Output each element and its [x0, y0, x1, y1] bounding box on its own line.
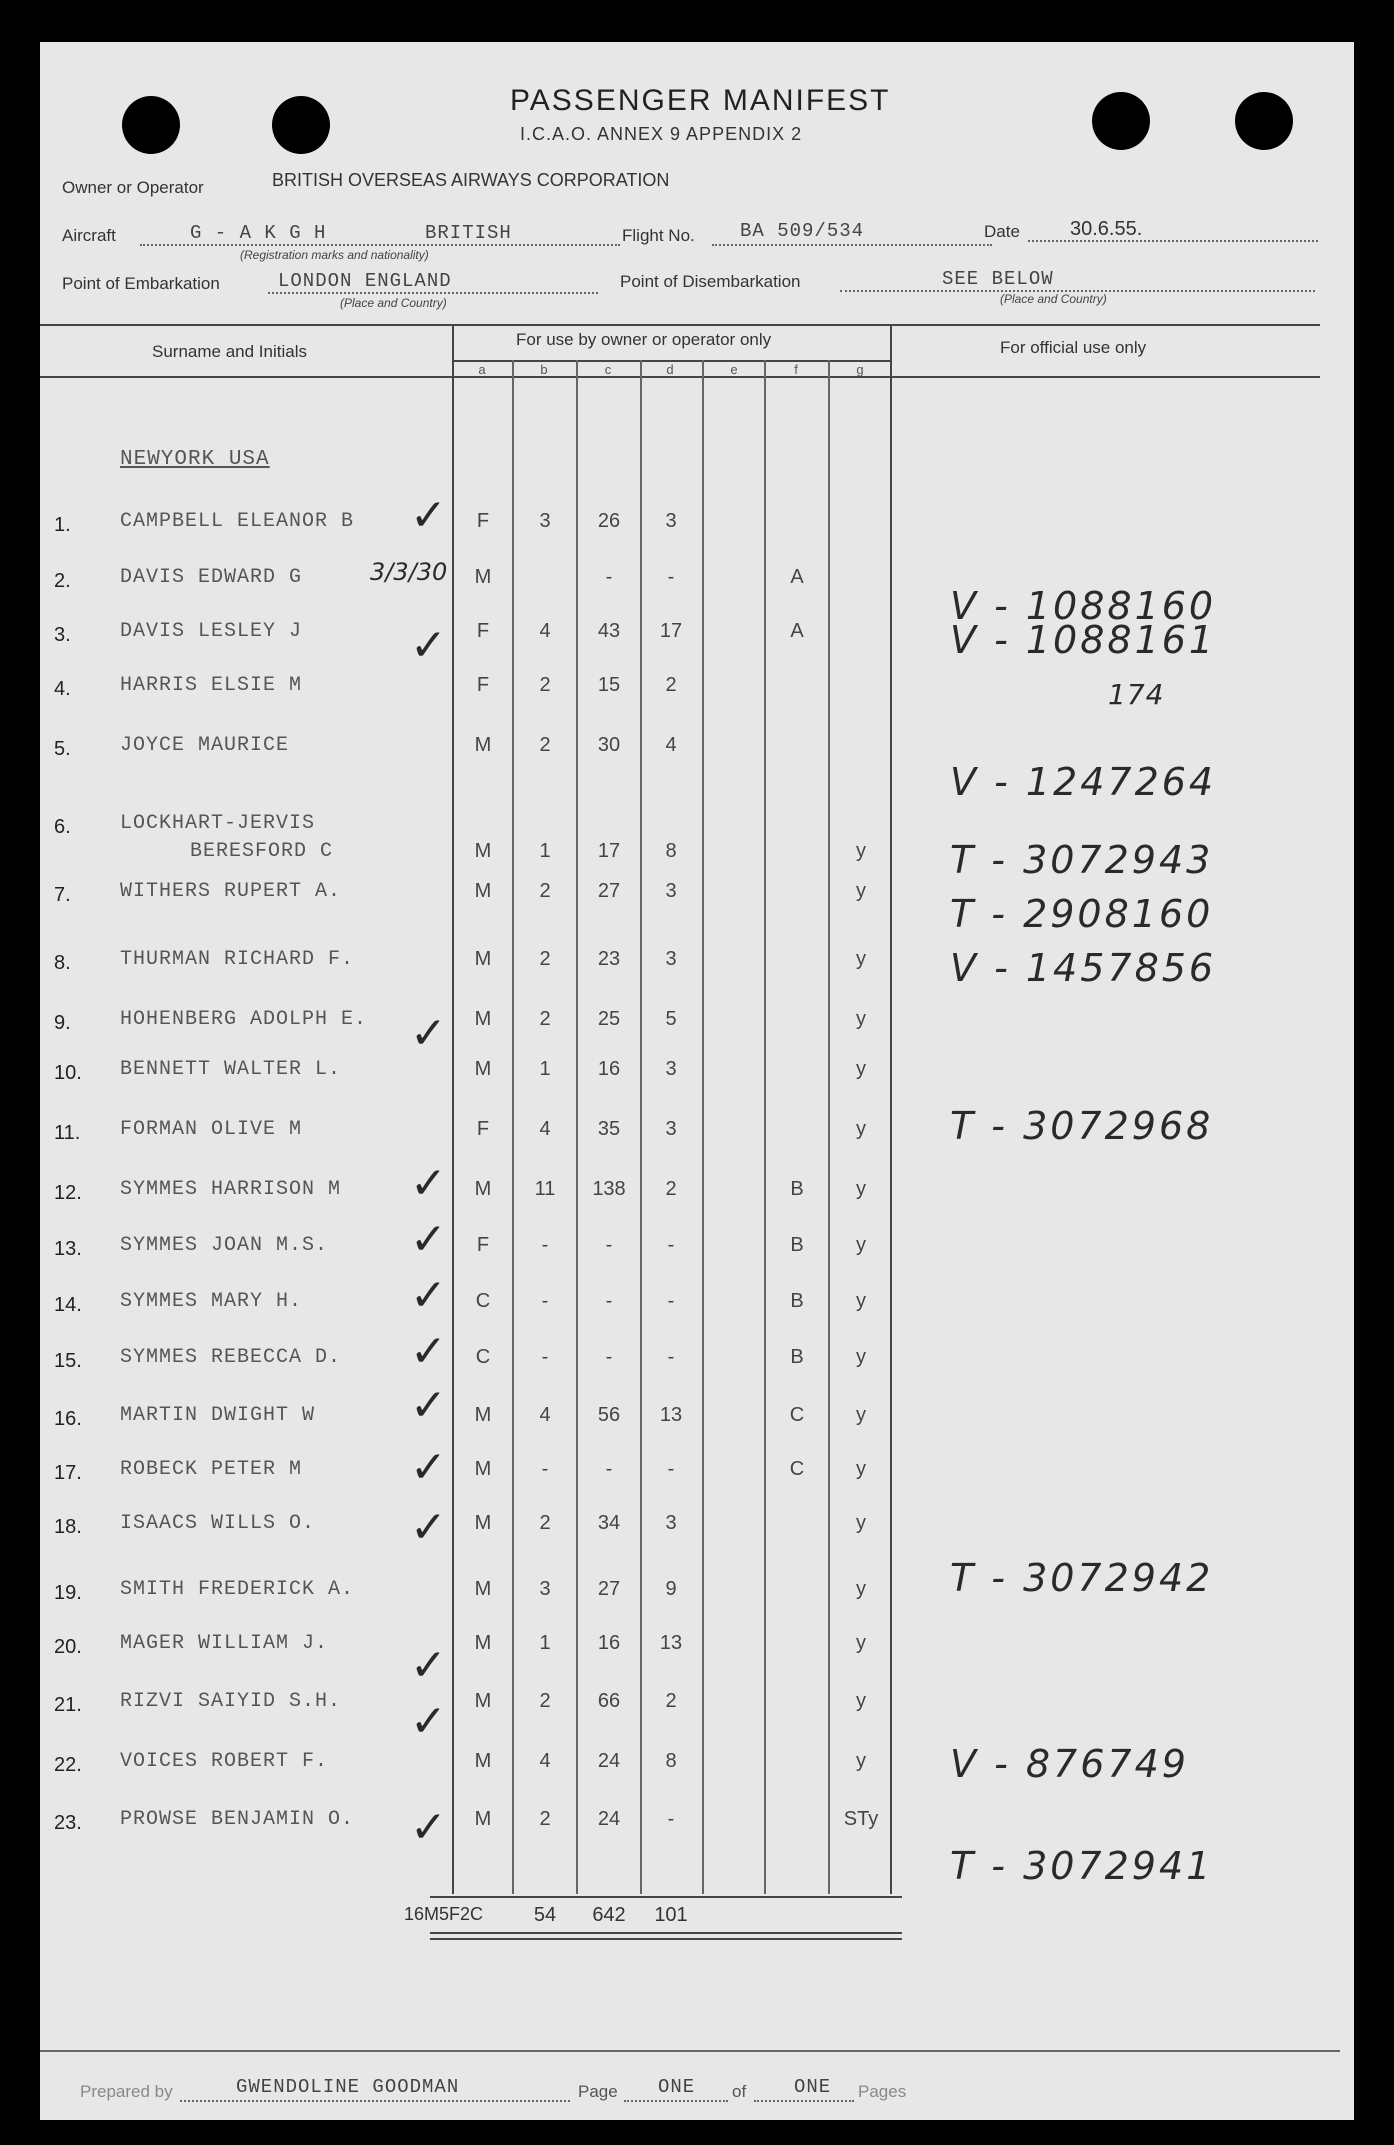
- cell-a: M: [474, 1808, 492, 1830]
- cell-g: y: [856, 1578, 866, 1600]
- table-top-rule: [40, 324, 1320, 326]
- cell-b: -: [541, 1458, 549, 1480]
- official-number: V - 1088160: [950, 584, 1217, 628]
- cell-g: y: [856, 1290, 866, 1312]
- cell-f: A: [790, 620, 804, 642]
- official-number: T - 3072941: [950, 1844, 1214, 1888]
- checkmark: ✓: [410, 1380, 447, 1431]
- aircraft-nationality: BRITISH: [425, 222, 512, 244]
- cell-b: 2: [539, 734, 551, 756]
- cell-a: M: [474, 1512, 492, 1534]
- cell-a: M: [474, 948, 492, 970]
- passenger-name: DAVIS LESLEY J: [120, 620, 303, 643]
- cell-a: M: [474, 1008, 492, 1030]
- cell-d: 3: [665, 510, 677, 532]
- total-b: 54: [533, 1904, 557, 1926]
- row-number: 7.: [54, 884, 71, 906]
- cell-g: y: [856, 1058, 866, 1080]
- total-c: 642: [592, 1904, 626, 1926]
- row-number: 3.: [54, 624, 71, 646]
- cell-b: 2: [539, 948, 551, 970]
- row-number: 20.: [54, 1636, 82, 1658]
- cell-g: y: [856, 880, 866, 902]
- cell-c: -: [605, 1346, 613, 1368]
- page-value: ONE: [658, 2076, 696, 2098]
- punch-hole: [1092, 92, 1150, 150]
- column-letter-e: e: [730, 362, 738, 377]
- cell-d: 3: [665, 1118, 677, 1140]
- row-number: 15.: [54, 1350, 82, 1372]
- row-number: 2.: [54, 570, 71, 592]
- column-letter-f: f: [794, 362, 798, 377]
- row-number: 23.: [54, 1812, 82, 1834]
- cell-f: C: [789, 1404, 805, 1426]
- cell-c: 27: [597, 1578, 621, 1600]
- cell-a: C: [475, 1290, 491, 1312]
- of-dotted-line: [754, 2100, 854, 2102]
- row-number: 10.: [54, 1062, 82, 1084]
- cell-d: -: [667, 1290, 675, 1312]
- cell-c: 25: [597, 1008, 621, 1030]
- passenger-name: MARTIN DWIGHT W: [120, 1404, 316, 1427]
- cell-g: y: [856, 1404, 866, 1426]
- of-value: ONE: [794, 2076, 832, 2098]
- row-number: 8.: [54, 952, 71, 974]
- cell-b: -: [541, 1234, 549, 1256]
- official-number: V - 1088161: [950, 618, 1217, 662]
- cell-a: F: [476, 1234, 490, 1256]
- punch-hole: [122, 96, 180, 154]
- column-divider: [890, 324, 892, 1894]
- cell-c: 35: [597, 1118, 621, 1140]
- of-label: of: [732, 2082, 747, 2101]
- cell-f: C: [789, 1458, 805, 1480]
- cell-a: F: [476, 1118, 490, 1140]
- passenger-name: ISAACS WILLS O.: [120, 1512, 316, 1535]
- cell-f: B: [790, 1178, 804, 1200]
- cell-c: 27: [597, 880, 621, 902]
- aircraft-note: (Registration marks and nationality): [240, 248, 429, 262]
- cell-a: M: [474, 840, 492, 862]
- cell-a: M: [474, 566, 492, 588]
- cell-g: y: [856, 1234, 866, 1256]
- row-number: 14.: [54, 1294, 82, 1316]
- flight-dotted-line: [712, 244, 992, 246]
- cell-c: 17: [597, 840, 621, 862]
- official-number: V - 876749: [950, 1742, 1189, 1786]
- cell-d: -: [667, 1234, 675, 1256]
- prepared-by-dotted-line: [180, 2100, 570, 2102]
- pages-label: Pages: [858, 2082, 907, 2101]
- cell-c: -: [605, 1290, 613, 1312]
- cell-g: STy: [843, 1808, 879, 1830]
- embarkation-value: LONDON ENGLAND: [278, 270, 452, 292]
- cell-a: M: [474, 1404, 492, 1426]
- date-value: 30.6.55.: [1070, 218, 1143, 240]
- cell-d: -: [667, 1346, 675, 1368]
- cell-b: 3: [539, 1578, 551, 1600]
- aircraft-dotted-line: [140, 244, 620, 246]
- cell-g: y: [856, 1458, 866, 1480]
- cell-b: 2: [539, 1808, 551, 1830]
- cell-g: y: [856, 948, 866, 970]
- row-number: 9.: [54, 1012, 71, 1034]
- cell-d: 8: [665, 1750, 677, 1772]
- totals-bottom-rule: [430, 1932, 902, 1934]
- cell-f: B: [790, 1234, 804, 1256]
- page-dotted-line: [624, 2100, 728, 2102]
- cell-c: 26: [597, 510, 621, 532]
- cell-d: 5: [665, 1008, 677, 1030]
- cell-a: M: [474, 1690, 492, 1712]
- cell-b: 1: [539, 840, 551, 862]
- row-number: 1.: [54, 514, 71, 536]
- row-number: 19.: [54, 1582, 82, 1604]
- row-number: 5.: [54, 738, 71, 760]
- checkmark: ✓: [410, 1802, 447, 1853]
- column-letter-b: b: [540, 362, 548, 377]
- passenger-name: SYMMES MARY H.: [120, 1290, 303, 1313]
- passenger-name: RIZVI SAIYID S.H.: [120, 1690, 342, 1713]
- cell-c: 66: [597, 1690, 621, 1712]
- cell-d: 4: [665, 734, 677, 756]
- cell-b: 2: [539, 880, 551, 902]
- cell-f: A: [790, 566, 804, 588]
- cell-f: B: [790, 1290, 804, 1312]
- cell-d: 13: [659, 1404, 683, 1426]
- passenger-name: SYMMES JOAN M.S.: [120, 1234, 329, 1257]
- column-divider: [764, 360, 766, 1894]
- official-number: T - 3072943: [950, 838, 1214, 882]
- prepared-by-value: GWENDOLINE GOODMAN: [236, 2076, 460, 2098]
- surname-header: Surname and Initials: [152, 342, 307, 361]
- cell-a: F: [476, 674, 490, 696]
- cell-c: 15: [597, 674, 621, 696]
- official-number: T - 3072942: [950, 1556, 1214, 1600]
- checkmark: ✓: [410, 1442, 447, 1493]
- cell-a: F: [476, 510, 490, 532]
- embarkation-dotted-line: [268, 292, 598, 294]
- cell-d: 8: [665, 840, 677, 862]
- cell-g: y: [856, 1008, 866, 1030]
- passenger-name: CAMPBELL ELEANOR B: [120, 510, 355, 533]
- cell-c: 56: [597, 1404, 621, 1426]
- passenger-name: THURMAN RICHARD F.: [120, 948, 355, 971]
- cell-g: y: [856, 1750, 866, 1772]
- owner-value: BRITISH OVERSEAS AIRWAYS CORPORATION: [272, 170, 670, 190]
- cell-a: M: [474, 1058, 492, 1080]
- cell-b: 2: [539, 1512, 551, 1534]
- column-letter-g: g: [856, 362, 864, 377]
- row-number: 6.: [54, 816, 71, 838]
- cell-b: 2: [539, 1690, 551, 1712]
- cell-b: 11: [534, 1178, 556, 1200]
- embarkation-label: Point of Embarkation: [62, 274, 220, 293]
- official-number: V - 1247264: [950, 760, 1217, 804]
- cell-b: -: [541, 1346, 549, 1368]
- total-d: 101: [654, 1904, 688, 1926]
- cell-d: 17: [659, 620, 683, 642]
- cell-g: y: [856, 1690, 866, 1712]
- cell-b: 4: [539, 1404, 551, 1426]
- column-letter-c: c: [604, 362, 612, 377]
- cell-c: 24: [597, 1750, 621, 1772]
- totals-top-rule: [430, 1896, 902, 1898]
- passenger-name: HOHENBERG ADOLPH E.: [120, 1008, 368, 1031]
- column-letter-a: a: [478, 362, 486, 377]
- checkmark: ✓: [410, 1696, 447, 1747]
- row-number: 16.: [54, 1408, 82, 1430]
- cell-c: -: [605, 1234, 613, 1256]
- cell-b: 4: [539, 620, 551, 642]
- cell-b: 1: [539, 1632, 551, 1654]
- passenger-name: LOCKHART-JERVIS: [120, 812, 316, 835]
- cell-a: F: [476, 620, 490, 642]
- aircraft-label: Aircraft: [62, 226, 116, 245]
- embarkation-note: (Place and Country): [340, 296, 447, 310]
- punch-hole: [1235, 92, 1293, 150]
- passenger-name: DAVIS EDWARD G: [120, 566, 303, 589]
- checkmark: ✓: [410, 1326, 447, 1377]
- cell-g: y: [856, 1118, 866, 1140]
- cell-b: 2: [539, 674, 551, 696]
- passenger-name: SYMMES REBECCA D.: [120, 1346, 342, 1369]
- passenger-name: VOICES ROBERT F.: [120, 1750, 329, 1773]
- official-use-header: For official use only: [1000, 338, 1147, 357]
- checkmark: ✓: [410, 1270, 447, 1321]
- cell-d: 2: [665, 674, 677, 696]
- cell-c: 23: [597, 948, 621, 970]
- checkmark: ✓: [410, 1502, 447, 1553]
- cell-a: M: [474, 1178, 492, 1200]
- cell-d: -: [667, 1458, 675, 1480]
- cell-c: 43: [597, 620, 621, 642]
- cell-c: -: [605, 1458, 613, 1480]
- cell-a: M: [474, 1632, 492, 1654]
- passenger-name: PROWSE BENJAMIN O.: [120, 1808, 355, 1831]
- checkmark: ✓: [410, 490, 447, 541]
- destination-heading: NEWYORK USA: [120, 448, 270, 471]
- cell-f: B: [790, 1346, 804, 1368]
- passenger-name: SYMMES HARRISON M: [120, 1178, 342, 1201]
- flight-number: BA 509/534: [740, 220, 865, 242]
- row-number: 18.: [54, 1516, 82, 1538]
- passenger-name: BENNETT WALTER L.: [120, 1058, 342, 1081]
- cell-d: 9: [665, 1578, 677, 1600]
- cell-a: M: [474, 734, 492, 756]
- cell-a: C: [475, 1346, 491, 1368]
- total-a: 16M5F2C: [404, 1904, 484, 1924]
- row-number: 22.: [54, 1754, 82, 1776]
- cell-g: y: [856, 1632, 866, 1654]
- flight-label: Flight No.: [622, 226, 695, 245]
- passenger-name: WITHERS RUPERT A.: [120, 880, 342, 903]
- cell-b: 2: [539, 1008, 551, 1030]
- passenger-name: ROBECK PETER M: [120, 1458, 303, 1481]
- checkmark: 3/3/30: [370, 558, 448, 586]
- cell-d: 3: [665, 880, 677, 902]
- owner-use-header: For use by owner or operator only: [516, 330, 772, 349]
- cell-g: y: [856, 1178, 866, 1200]
- passenger-name: HARRIS ELSIE M: [120, 674, 303, 697]
- footer-rule: [40, 2050, 1340, 2052]
- cell-d: 2: [665, 1690, 677, 1712]
- owner-label: Owner or Operator: [62, 178, 204, 197]
- cell-g: y: [856, 1346, 866, 1368]
- column-divider: [702, 360, 704, 1894]
- page-title: PASSENGER MANIFEST: [510, 84, 891, 117]
- cell-d: 2: [665, 1178, 677, 1200]
- page-label: Page: [578, 2082, 618, 2101]
- cell-g: y: [856, 840, 866, 862]
- date-label: Date: [984, 222, 1020, 241]
- cell-c: 30: [597, 734, 621, 756]
- official-number: V - 1457856: [950, 946, 1217, 990]
- cell-b: 4: [539, 1118, 551, 1140]
- official-number: T - 3072968: [950, 1104, 1214, 1148]
- cell-c: 16: [597, 1632, 621, 1654]
- checkmark: ✓: [410, 1158, 447, 1209]
- prepared-by-label: Prepared by: [80, 2082, 173, 2101]
- official-note: 174: [1108, 678, 1165, 711]
- checkmark: ✓: [410, 1008, 447, 1059]
- passenger-name: FORMAN OLIVE M: [120, 1118, 303, 1141]
- cell-c: 16: [597, 1058, 621, 1080]
- passenger-name: MAGER WILLIAM J.: [120, 1632, 329, 1655]
- cell-c: 34: [597, 1512, 621, 1534]
- manifest-page: [40, 42, 1354, 2120]
- aircraft-registration: G - A K G H: [190, 222, 327, 244]
- row-number: 4.: [54, 678, 71, 700]
- official-number: T - 2908160: [950, 892, 1214, 936]
- cell-b: 1: [539, 1058, 551, 1080]
- cell-a: M: [474, 1750, 492, 1772]
- cell-d: -: [667, 566, 675, 588]
- cell-d: 13: [659, 1632, 683, 1654]
- row-number: 21.: [54, 1694, 82, 1716]
- cell-c: 138: [592, 1178, 626, 1200]
- passenger-name: JOYCE MAURICE: [120, 734, 290, 757]
- passenger-name-continued: BERESFORD C: [190, 840, 334, 863]
- column-divider: [452, 324, 454, 1894]
- cell-d: 3: [665, 1512, 677, 1534]
- cell-d: 3: [665, 1058, 677, 1080]
- checkmark: ✓: [410, 620, 447, 671]
- cell-a: M: [474, 1458, 492, 1480]
- checkmark: ✓: [410, 1640, 447, 1691]
- row-number: 13.: [54, 1238, 82, 1260]
- checkmark: ✓: [410, 1214, 447, 1265]
- cell-g: y: [856, 1512, 866, 1534]
- cell-b: 3: [539, 510, 551, 532]
- column-letter-d: d: [666, 362, 674, 377]
- disembarkation-label: Point of Disembarkation: [620, 272, 801, 291]
- cell-b: 4: [539, 1750, 551, 1772]
- punch-hole: [272, 96, 330, 154]
- cell-c: 24: [597, 1808, 621, 1830]
- cell-b: -: [541, 1290, 549, 1312]
- cell-a: M: [474, 1578, 492, 1600]
- totals-double-rule: [430, 1938, 902, 1940]
- cell-d: -: [667, 1808, 675, 1830]
- passenger-name: SMITH FREDERICK A.: [120, 1578, 355, 1601]
- disembarkation-note: (Place and Country): [1000, 292, 1107, 306]
- disembarkation-value: SEE BELOW: [942, 268, 1054, 290]
- cell-d: 3: [665, 948, 677, 970]
- row-number: 11.: [54, 1122, 81, 1144]
- row-number: 17.: [54, 1462, 82, 1484]
- page-subtitle: I.C.A.O. ANNEX 9 APPENDIX 2: [520, 124, 803, 144]
- cell-c: -: [605, 566, 613, 588]
- row-number: 12.: [54, 1182, 82, 1204]
- cell-a: M: [474, 880, 492, 902]
